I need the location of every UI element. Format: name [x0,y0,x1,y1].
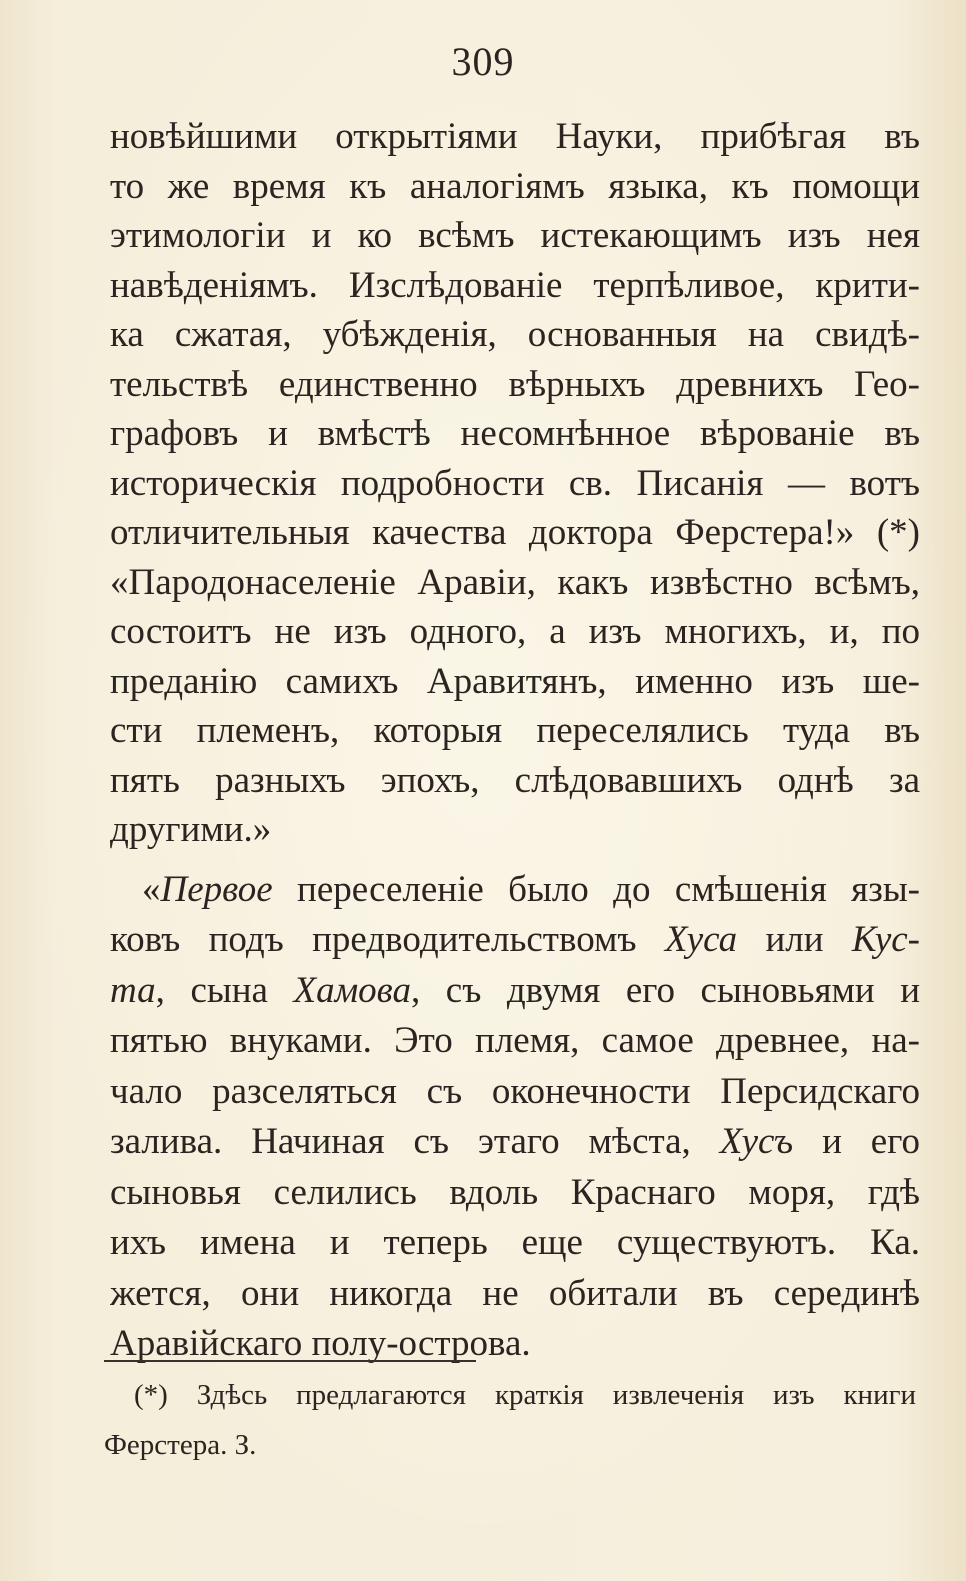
text-line: ихъ имена и теперь еще существуютъ. Ка. [110,1222,920,1263]
paragraph-3 [110,865,920,1370]
text-line: ка сжатая, убѣжденія, основанныя на свидѣ- [110,314,920,355]
footnote-line: Ферстера. З. [104,1429,257,1461]
text-line [110,865,920,916]
footnote-line: (*) Здѣсь предлагаются краткія извлеченія изъ книги [134,1379,916,1411]
text-fragment: , съ двумя его сыновьями и [411,969,920,1011]
text-line [110,966,920,1017]
text-line: пятью внуками. Это племя, самое древнее, на- [110,1020,920,1061]
text-fragment: « [142,868,161,910]
text-fragment: или [737,919,852,960]
text-line: пять разныхъ эпохъ, слѣдовавшихъ однѣ за [110,759,920,801]
text-line [110,1117,920,1168]
text-line [110,915,920,966]
text-line: новѣйшими открытіями Науки, прибѣгая въ [110,116,920,157]
text-line: чало разселяться съ оконечности Персидскаго [110,1070,920,1112]
italic-term: Хуса [664,919,738,960]
main-text [110,112,920,1370]
text-line: состоитъ не изъ одного, а изъ многихъ, и, по [110,611,920,652]
footnote [104,1370,916,1470]
text-fragment: ковъ подъ предводительствомъ [110,919,665,960]
text-line: отличительныя качества доктора Ферстера!» (*) [110,512,920,553]
text-line: Аравійскаго полу-острова. [110,1323,531,1364]
footnote-divider [104,1360,476,1362]
text-fragment: переселеніе было до смѣшенія язы- [272,868,920,910]
text-fragment: залива. Начиная съ этаго мѣста, [110,1121,720,1162]
text-line: жется, они никогда не обитали въ серединѣ [110,1272,920,1314]
text-line: графовъ и вмѣстѣ несомнѣнное вѣрованіе въ [110,413,920,454]
text-line: сыновья селились вдоль Краснаго моря, гдѣ [110,1171,920,1213]
text-line: тельствѣ единственно вѣрныхъ древнихъ Гео- [110,363,920,405]
paragraph-1 [110,112,920,558]
text-line: историческія подробности св. Писанія — вотъ [110,462,920,504]
italic-term: Хамова [293,969,411,1011]
text-line: навѣденіямъ. Изслѣдованіе терпѣливое, крити- [110,264,920,306]
paragraph-2 [110,558,920,855]
text-line: преданію самихъ Аравитянъ, именно изъ ше- [110,660,920,702]
text-fragment: , сына [155,969,294,1011]
text-line: «Пародонаселеніе Аравіи, какъ извѣстно всѣмъ, [110,561,920,603]
text-line: другими.» [110,809,272,850]
italic-term: та [110,969,156,1011]
text-line: сти племенъ, которыя переселялись туда въ [110,710,920,751]
text-line: этимологіи и ко всѣмъ истекающимъ изъ нея [110,215,920,256]
text-line: то же время къ аналогіямъ языка, къ помощи [110,165,920,207]
italic-term: Хусъ [719,1121,794,1162]
italic-term: Кус- [851,919,920,960]
page-number: 309 [451,39,515,84]
text-fragment: и его [793,1121,920,1162]
italic-term: Первое [160,868,273,910]
